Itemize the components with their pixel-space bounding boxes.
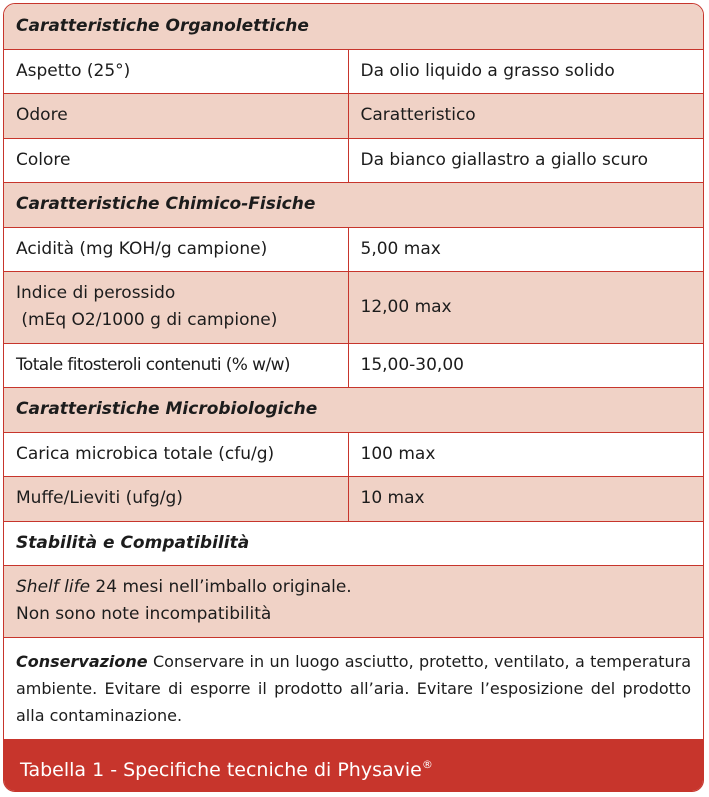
shelf-life-text: 24 mesi nell’imballo originale. xyxy=(90,577,352,597)
row-label: Acidità (mg KOH/g campione) xyxy=(4,227,348,271)
table-row xyxy=(4,138,703,182)
row-value: Caratteristico xyxy=(348,93,703,138)
conservation-label: Conservazione xyxy=(16,651,148,671)
section-stabilita xyxy=(4,521,703,565)
stability-cell xyxy=(4,565,703,637)
row-value: 15,00-30,00 xyxy=(348,343,703,387)
section-microbiologiche xyxy=(4,387,703,432)
row-value: Da olio liquido a grasso solido xyxy=(348,49,703,93)
row-label-line: Indice di perossido xyxy=(16,283,176,303)
row-value: 10 max xyxy=(348,476,703,521)
section-title: Caratteristiche Chimico-Fisiche xyxy=(4,182,703,227)
section-chimico-fisiche xyxy=(4,182,703,227)
table-row xyxy=(4,476,703,521)
spec-table xyxy=(4,4,703,638)
table-row xyxy=(4,271,703,343)
table-row xyxy=(4,49,703,93)
row-label-line: (mEq O2/1000 g di campione) xyxy=(16,310,278,330)
table-caption xyxy=(4,739,703,791)
row-label: Colore xyxy=(4,138,348,182)
conservation-note xyxy=(4,638,703,739)
spec-table-panel xyxy=(3,3,704,792)
shelf-life-line xyxy=(16,574,691,601)
section-organolettiche xyxy=(4,4,703,49)
registered-mark: ® xyxy=(421,758,433,771)
row-label: Aspetto (25°) xyxy=(4,49,348,93)
table-row xyxy=(4,93,703,138)
caption-text: Tabella 1 - Specifiche tecniche di Physavie xyxy=(20,759,422,781)
row-label: Odore xyxy=(4,93,348,138)
section-title: Stabilità e Compatibilità xyxy=(4,521,703,565)
conservation-text: Conservare in un luogo asciutto, protetto, ventilato, a temperatura ambiente. Evitare di esporre il prodotto all’aria. Evitare l’esposizione del prodotto alla contaminazione. xyxy=(16,651,691,725)
table-row xyxy=(4,343,703,387)
row-label xyxy=(4,271,348,343)
table-row xyxy=(4,432,703,476)
row-label: Totale fitosteroli contenuti (% w/w) xyxy=(4,343,348,387)
incompatibility-line: Non sono note incompatibilità xyxy=(16,604,272,624)
stability-row xyxy=(4,565,703,637)
row-value: 100 max xyxy=(348,432,703,476)
row-value: 12,00 max xyxy=(348,271,703,343)
section-title: Caratteristiche Organolettiche xyxy=(4,4,703,49)
table-row xyxy=(4,227,703,271)
section-title: Caratteristiche Microbiologiche xyxy=(4,387,703,432)
row-value: 5,00 max xyxy=(348,227,703,271)
row-value: Da bianco giallastro a giallo scuro xyxy=(348,138,703,182)
row-label: Carica microbica totale (cfu/g) xyxy=(4,432,348,476)
row-label: Muffe/Lieviti (ufg/g) xyxy=(4,476,348,521)
shelf-life-label: Shelf life xyxy=(16,577,91,597)
